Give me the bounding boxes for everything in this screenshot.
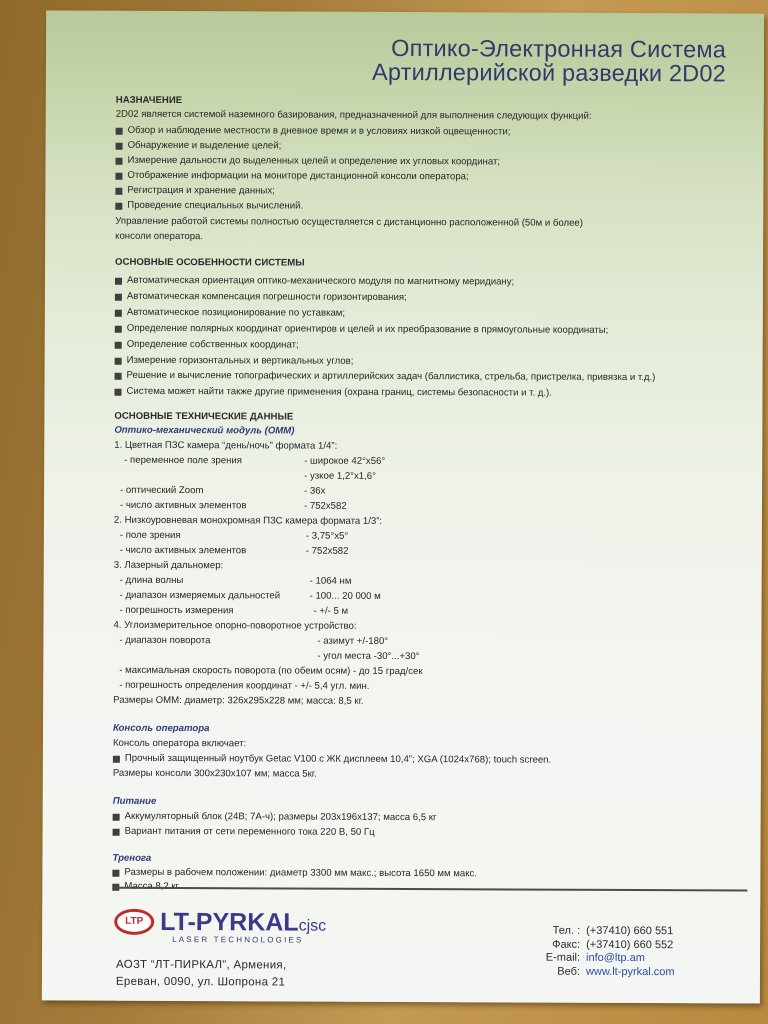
purpose-item: Обзор и наблюдение местности в дневное время и в условиях низкой оцвещенности; xyxy=(127,124,511,138)
fov2-label: - поле зрения xyxy=(119,529,181,542)
power-heading: Питание xyxy=(112,795,157,807)
document-title xyxy=(246,35,726,85)
feature-item: Система может найти также другие применения (охрана границ, системы безопасности и т. д.). xyxy=(126,385,552,399)
power-item: Вариант питания от сети переменного тока 220 В, 50 Гц xyxy=(124,825,375,838)
omm-heading: Оптико-механический модуль (ОММ) xyxy=(114,424,295,437)
omm-size: Размеры ОММ: диаметр: 326x295x228 мм; масса: 8,5 кг. xyxy=(113,694,364,707)
console-item: Прочный защищенный ноутбук Getac V100 с ЖК дисплеем 10,4”; XGA (1024x768); touch screen. xyxy=(124,752,552,766)
range-label: - диапазон измеряемых дальностей xyxy=(119,589,281,602)
footer-divider xyxy=(112,887,747,892)
tripod-item: Масса 8,2 кг xyxy=(124,880,180,893)
feature-item: Определение собственных координат; xyxy=(126,338,299,351)
fax-label: Факс: xyxy=(552,938,581,951)
phone-value: (+37410) 660 551 xyxy=(586,924,674,938)
range-error-label: - погрешность измерения xyxy=(119,604,234,617)
console-heading: Консоль оператора xyxy=(113,722,210,735)
fov-narrow-value: - узкое 1,2°x1,6° xyxy=(304,470,377,482)
title-line-1: Оптико-Электронная Система xyxy=(391,34,727,63)
console-intro: Консоль оператора включает: xyxy=(112,737,247,750)
feature-item: Определение полярных координат ориентиров и целей и их преобразование в прямоугольные координаты; xyxy=(126,322,609,336)
fov-label: - переменное поле зрения xyxy=(124,454,243,467)
purpose-item: Регистрация и хранение данных; xyxy=(127,184,275,197)
purpose-note-cont: консоли оператора. xyxy=(115,230,204,243)
console-size: Размеры консоли 300x230x107 мм; масса 5кг. xyxy=(112,767,317,780)
azimuth-value: - азимут +/-180° xyxy=(317,635,389,647)
company-address xyxy=(116,957,287,992)
features-heading: ОСНОВНЫЕ ОСОБЕННОСТИ СИСТЕМЫ xyxy=(115,256,305,269)
purpose-heading: НАЗНАЧЕНИЕ xyxy=(115,94,183,107)
pixels1-label: - число активных элементов xyxy=(119,499,247,512)
website-link[interactable]: www.lt-pyrkal.com xyxy=(585,965,675,978)
fov2-value: - 3,75°x5° xyxy=(305,530,349,542)
address-line-2: Ереван, 0090, ул. Шопрона 21 xyxy=(115,975,286,989)
contact-block xyxy=(472,924,684,979)
logo-suffix: cjsc xyxy=(298,917,327,935)
tripod-heading: Тренога xyxy=(112,852,152,864)
rotation-speed: - максимальная скорость поворота (по обеим осям) - до 15 град/сек xyxy=(119,664,423,678)
fax-value: (+37410) 660 552 xyxy=(586,938,674,951)
range-value: - 100... 20 000 м xyxy=(309,590,381,602)
purpose-item: Измерение дальности до выделенных целей и определение их угловых координат; xyxy=(127,154,501,168)
purpose-note: Управление работой системы полностью осуществляется с дистанционно расположенной (50м и более) xyxy=(115,215,583,229)
rotator-title: 4. Углоизмерительное опорно-поворотное устройство: xyxy=(113,619,357,632)
web-row xyxy=(472,965,684,979)
address-line-1: АОЗТ “ЛТ-ПИРКАЛ”, Армения, xyxy=(115,958,287,972)
email-label: E-mail: xyxy=(545,951,581,964)
power-item: Аккумуляторный блок (24В; 7А-ч); размеры 203x196x137; масса 6,5 кг xyxy=(124,810,437,824)
fov-wide-value: - широкое 42°x56° xyxy=(304,455,386,467)
elevation-value: - угол места -30°...+30° xyxy=(317,650,420,663)
pixels1-value: - 752x582 xyxy=(303,500,347,512)
wavelength-value: - 1064 нм xyxy=(309,575,352,587)
web-label: Веб: xyxy=(557,965,581,978)
camera1-title: 1. Цветная ПЗС камера “день/ночь” формата 1/4”: xyxy=(114,439,338,452)
camera2-title: 2. Низкоуровневая монохромная ПЗС камера формата 1/3”: xyxy=(113,514,383,527)
purpose-item: Проведение специальных вычислений. xyxy=(127,199,304,212)
phone-label: Тел. : xyxy=(552,924,581,937)
zoom-label: - оптический Zoom xyxy=(120,484,204,497)
laser-title: 3. Лазерный дальномер: xyxy=(113,559,224,572)
wavelength-label: - длина волны xyxy=(119,574,184,587)
rotation-range-label: - диапазон поворота xyxy=(119,634,211,647)
feature-item: Автоматическая ориентация оптико-механического модуля по магнитному меридиану; xyxy=(126,274,515,288)
logo-tagline: LASER TECHNOLOGIES xyxy=(172,934,304,945)
feature-item: Измерение горизонтальных и вертикальных углов; xyxy=(126,354,354,367)
fax-row xyxy=(472,938,684,952)
feature-item: Решение и вычисление топографических и артиллерийских задач (баллистика, стрельба, пристрелка, привязка и т.д.) xyxy=(126,369,656,384)
email-row xyxy=(472,951,684,965)
phone-row xyxy=(472,924,684,938)
tripod-item: Размеры в рабочем положении: диаметр 3300 мм макс.; высота 1650 мм макс. xyxy=(124,866,478,880)
title-line-2: Артиллерийской разведки 2D02 xyxy=(372,58,726,87)
purpose-item: Обнаружение и выделение целей; xyxy=(127,139,282,152)
zoom-value: - 36x xyxy=(304,485,326,497)
range-error-value: - +/- 5 м xyxy=(313,605,349,617)
rotation-accuracy: - погрешность определения координат - +/- 5,4 угл. мин. xyxy=(119,679,370,692)
document-sheet xyxy=(42,10,764,1003)
email-link[interactable]: info@ltp.am xyxy=(586,951,645,965)
feature-item: Автоматическая компенсация погрешности горизонтирования; xyxy=(126,290,407,304)
pixels2-label: - число активных элементов xyxy=(119,544,247,557)
feature-item: Автоматическое позиционирование по уставкам; xyxy=(126,306,346,319)
specs-heading: ОСНОВНЫЕ ТЕХНИЧЕСКИЕ ДАННЫЕ xyxy=(114,410,294,423)
purpose-intro: 2D02 является системой наземного базирования, предназначенной для выполнения следующих функций: xyxy=(115,108,592,122)
pixels2-value: - 752x582 xyxy=(305,545,349,557)
purpose-item: Отображение информации на мониторе дистанционной консоли оператора; xyxy=(127,169,469,183)
logo-name-text: LT-PYRKAL xyxy=(160,907,299,937)
ltp-badge-icon: LTP xyxy=(114,909,154,935)
